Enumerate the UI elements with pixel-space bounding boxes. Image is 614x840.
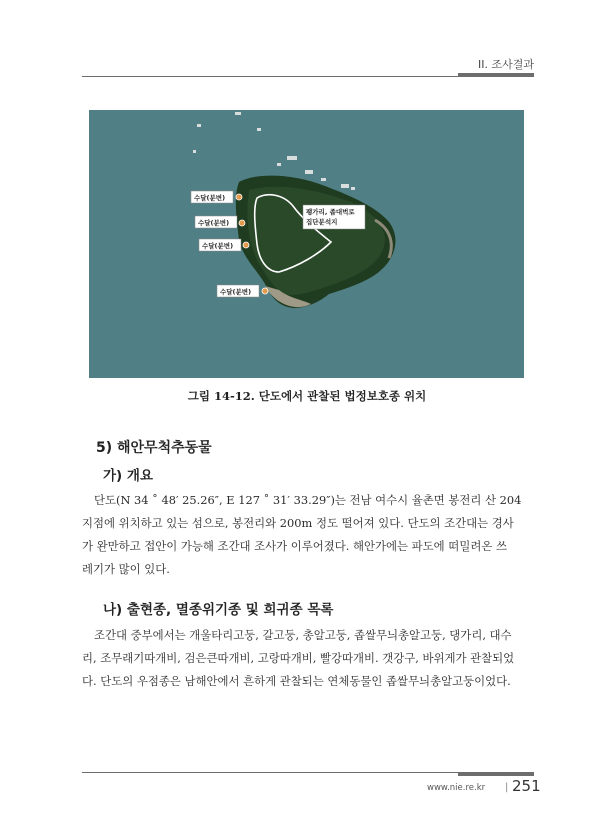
marker-1 <box>236 194 242 200</box>
label-2-text: 수달(분변) <box>198 219 230 227</box>
subheading-na: 나) 출현종, 멸종위기종 및 희귀종 목록 <box>103 602 334 618</box>
header-rule-tab <box>458 73 534 77</box>
label-4-text: 수달(분변) <box>220 288 252 296</box>
overview-line-3: 가 완만하고 접안이 가능해 조간대 조사가 이루어졌다. 해안가에는 파도에 떠밀려온 쓰 <box>82 539 507 553</box>
section-heading-5: 5) 해안무척추동물 <box>96 440 212 456</box>
label-1 <box>191 191 233 203</box>
page-number: 251 <box>512 777 541 795</box>
area-label-line1: 팽가리, 좁대벅로 <box>306 208 355 216</box>
figure-caption: 그림 14-12. 단도에서 관찰된 법정보호종 위치 <box>187 389 427 403</box>
subheading-ga: 가) 개요 <box>103 468 153 484</box>
overview-line-1: 단도(N 34 ˚ 48′ 25.26″, E 127 ˚ 31′ 33.29″)는 전남 여수시 율촌면 봉전리 산 204 <box>94 493 522 507</box>
label-4 <box>217 285 259 297</box>
marker-3 <box>243 242 249 248</box>
area-label-line2: 집단분석지 <box>306 218 338 226</box>
aerial-photo <box>89 110 524 378</box>
footer-url: www.nie.re.kr <box>427 783 486 793</box>
species-line-1: 조간대 중부에서는 개울타리고둥, 갈고둥, 총알고둥, 좁쌀무늬총알고둥, 댕가리, 대수 <box>94 628 512 642</box>
species-line-2: 리, 조무래기따개비, 검은큰따개비, 고랑따개비, 빨강따개비. 갯강구, 바위게가 관찰되었 <box>82 651 515 665</box>
paragraph-species <box>82 624 534 693</box>
footer-separator: | <box>505 782 509 793</box>
overview-line-2: 지점에 위치하고 있는 섬으로, 봉전리와 200m 정도 떨어져 있다. 단도의 조간대는 경사 <box>82 516 514 530</box>
marker-2 <box>239 220 245 226</box>
area-label <box>303 205 365 229</box>
overview-line-4: 레기가 많이 있다. <box>82 562 170 576</box>
label-3-text: 수달(분변) <box>202 242 234 250</box>
label-2 <box>195 216 237 228</box>
label-3 <box>199 239 241 251</box>
running-header: II. 조사결과 <box>478 58 534 71</box>
paragraph-overview <box>82 489 534 581</box>
marker-4 <box>262 288 268 294</box>
footer-rule-tab <box>458 772 534 776</box>
label-1-text: 수달(분변) <box>194 194 226 202</box>
species-line-3: 다. 단도의 우점종은 남해안에서 흔하게 관찰되는 연체동물인 좁쌀무늬총알고둥이었다. <box>82 674 511 688</box>
